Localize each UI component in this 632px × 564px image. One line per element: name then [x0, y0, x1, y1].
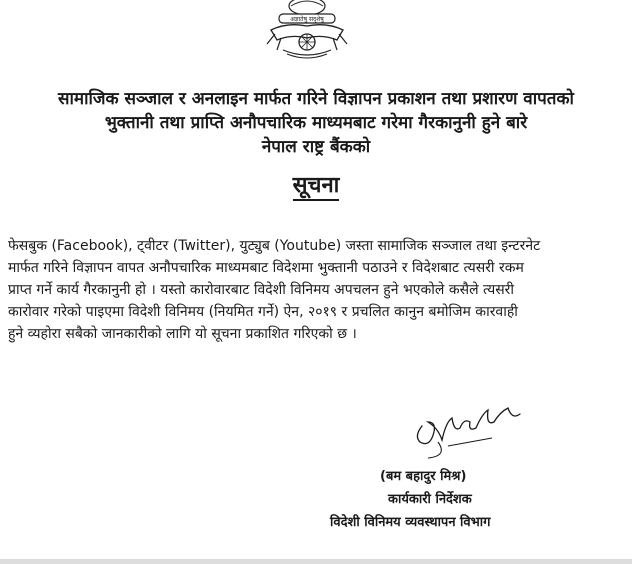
signatory-department: विदेशी विनिमय व्यवस्थापन विभाग: [330, 515, 491, 530]
body-line-1: फेसबुक (Facebook), ट्वीटर (Twitter), युट्युब (Youtube) जस्ता सामाजिक सञ्जाल तथा इन्टरनेट: [8, 238, 541, 254]
notice-title-text: सूचना: [293, 173, 340, 201]
signatory-name: (बम बहादुर मिश्र): [380, 469, 467, 484]
svg-text:अज्ञातेषु सदृशेषु: अज्ञातेषु सदृशेषु: [290, 16, 324, 23]
body-line-5: हुने व्यहोरा सबैको जानकारीको लागि यो सूचना प्रकाशित गरिएको छ ।: [8, 326, 357, 342]
signatory-designation: कार्यकारी निर्देशक: [388, 492, 472, 507]
body-line-2: मार्फत गरिने विज्ञापन वापत अनौपचारिक माध्यमबाट विदेशमा भुक्तानी पठाउने र विदेशबाट त्यसरी रकम: [8, 260, 524, 276]
heading-line-2: भुक्तानी तथा प्राप्ति अनौपचारिक माध्यमबाट गरेमा गैरकानुनी हुने बारे: [104, 113, 528, 133]
bottom-border: [0, 559, 632, 564]
heading-line-1: सामाजिक सञ्जाल र अनलाइन मार्फत गरिने विज्ञापन प्रकाशन तथा प्रशारण वापतको: [58, 89, 574, 109]
body-line-4: कारोवार गरेको पाइएमा विदेशी विनिमय (नियमित गर्ने) ऐन, २०१९ र प्रचलित कानुन बमोजिम कारवाही: [8, 304, 518, 320]
body-line-3: प्राप्त गर्ने कार्य गैरकानुनी हो । यस्तो कारोवारबाट विदेशी विनिमय अपचलन हुने भएकोले कसैले त्यसरी: [8, 282, 515, 298]
nepal-rastra-bank-emblem: [257, 0, 357, 62]
notice-title: [0, 172, 632, 200]
heading-line-3: नेपाल राष्ट्र बैंकको: [261, 137, 371, 157]
handwritten-signature: [408, 392, 528, 462]
